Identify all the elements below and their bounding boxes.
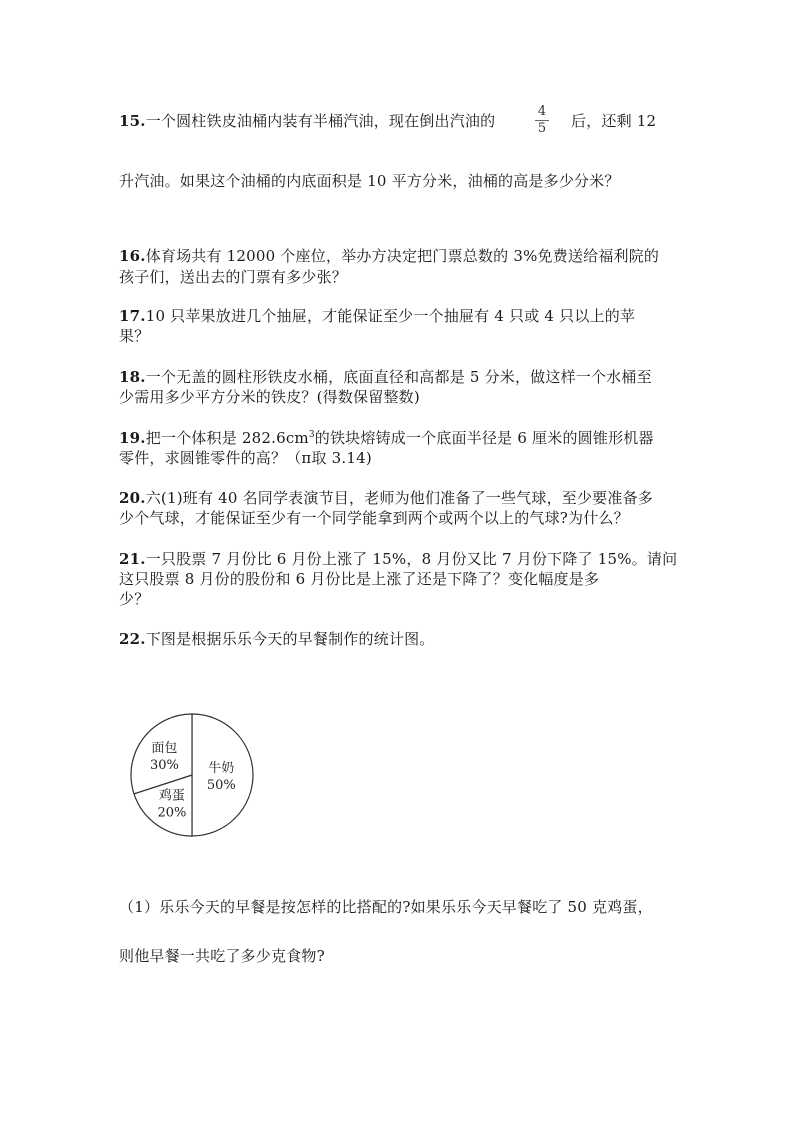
q22-text: 下图是根据乐乐今天的早餐制作的统计图。	[145, 630, 435, 648]
q16-text-1: 体育场共有 12000 个座位，举办方决定把门票总数的 3%免费送给福利院的	[145, 247, 660, 265]
q17-line-2: 果？	[119, 327, 150, 345]
q19-text-1b: 的铁块熔铸成一个底面半径是 6 厘米的圆锥形机器	[314, 429, 654, 447]
q15-line-2: 升汽油。如果这个油桶的内底面积是 10 平方分米，油桶的高是多少分米？	[119, 172, 620, 190]
q20-line-2: 少个气球，才能保证至少有一个同学能拿到两个或两个以上的气球?为什么？	[119, 509, 629, 527]
q20-number: 20.	[119, 489, 146, 507]
pie-label-value-0: 50%	[206, 778, 236, 793]
q16-line-2: 孩子们，送出去的门票有多少张？	[119, 268, 348, 286]
pie-label-value-1: 30%	[149, 757, 179, 773]
q15-fraction-denominator: 5	[537, 121, 547, 136]
q22-number: 22.	[119, 630, 146, 648]
q21-line-3: 少？	[119, 590, 150, 608]
pie-label-value-2: 20%	[157, 805, 187, 821]
pie-label-category-2: 鸡蛋	[158, 788, 185, 804]
pie-label-category-1: 面包	[151, 740, 178, 756]
q21-text-1: 一只股票 7 月份比 6 月份上涨了 15%，8 月份又比 7 月份下降了 15%。请问	[145, 550, 678, 568]
q17-number: 17.	[119, 307, 146, 325]
q21-line-1	[119, 549, 677, 569]
q19-number: 19.	[119, 429, 146, 447]
q22-sub1-line-1: （1）乐乐今天的早餐是按怎样的比搭配的?如果乐乐今天早餐吃了 50 克鸡蛋，	[119, 898, 653, 916]
q15-text-b: 后，还剩 12	[571, 112, 657, 130]
q18-line-1	[119, 367, 652, 387]
q18-text-1: 一个无盖的圆柱形铁皮水桶，底面直径和高都是 5 分米，做这样一个水桶至	[145, 368, 652, 386]
q21-number: 21.	[119, 550, 146, 568]
q15-text-a: 一个圆柱铁皮油桶内装有半桶汽油，现在倒出汽油的	[145, 112, 496, 130]
q17-line-1	[119, 306, 635, 326]
q18-number: 18.	[119, 368, 146, 386]
q17-text-1: 10 只苹果放进几个抽屉，才能保证至少一个抽屉有 4 只或 4 只以上的苹	[145, 307, 636, 325]
q15-number: 15.	[119, 112, 146, 130]
q16-line-1	[119, 246, 659, 266]
q15-fraction-numerator: 4	[537, 104, 547, 119]
q20-text-1: 六(1)班有 40 名同学表演节目，老师为他们准备了一些气球，至少要准备多	[145, 489, 653, 507]
q22-line-1	[119, 629, 435, 649]
pie-label-category-0: 牛奶	[208, 761, 235, 776]
q19-text-1a: 把一个体积是 282.6cm	[145, 429, 309, 447]
q19-superscript: 3	[308, 430, 315, 440]
q19-line-1	[119, 428, 654, 448]
q15-line-1	[119, 111, 495, 131]
q21-line-2: 这只股票 8 月份的股份和 6 月份比是上涨了还是下降了？变化幅度是多	[119, 570, 600, 588]
q16-number: 16.	[119, 247, 146, 265]
q22-sub1-line-2: 则他早餐一共吃了多少克食物?	[119, 947, 325, 965]
breakfast-pie-chart	[128, 711, 258, 839]
q15-fraction	[534, 104, 550, 137]
q20-line-1	[119, 488, 653, 508]
q19-line-2: 零件，求圆锥零件的高？（π取 3.14)	[119, 449, 372, 467]
q18-line-2: 少需用多少平方分米的铁皮？(得数保留整数)	[119, 388, 420, 406]
